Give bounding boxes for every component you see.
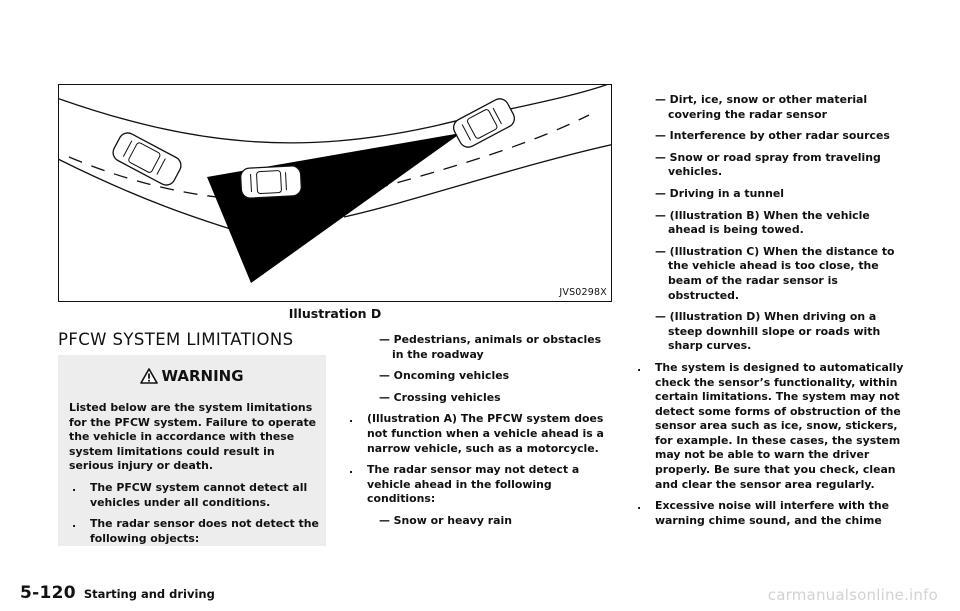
list-item: . The radar sensor may not detect a vehicle ahead in the following conditions: xyxy=(349,463,580,506)
figure-code: JVS0298X xyxy=(559,287,607,298)
watermark: carmanualsonline.info xyxy=(767,586,938,604)
page-footer xyxy=(20,583,215,603)
vehicle-left xyxy=(110,130,184,188)
condition-item: — (Illustration B) When the vehicle ahead is being towed. xyxy=(655,208,870,237)
column-two xyxy=(346,333,612,529)
section-name: Starting and driving xyxy=(83,587,215,601)
condition-item: — Snow or road spray from traveling vehicles. xyxy=(655,150,881,179)
curved-road-radar-diagram xyxy=(59,85,612,302)
page-number: 5-120 xyxy=(20,583,76,603)
condition-item: — Driving in a tunnel xyxy=(655,186,785,200)
road-outer-edge xyxy=(59,85,612,143)
radar-beam xyxy=(207,133,461,283)
figure-caption: Illustration D xyxy=(288,306,382,321)
condition-item: — (Illustration D) When driving on a steep downhill slope or roads with sharp curves. xyxy=(655,310,881,353)
list-item: . Excessive noise will interfere with the warning chime sound, and the chime xyxy=(637,499,889,527)
column-three xyxy=(634,93,906,528)
condition-item: — Dirt, ice, snow or other material covering the radar sensor xyxy=(655,93,868,121)
warning-bullet: . The PFCW system cannot detect all vehicles under all conditions. xyxy=(72,480,308,509)
list-item: . (Illustration A) The PFCW system does not function when a vehicle ahead is a narrow vehicle, such as a motorcycle. xyxy=(349,412,604,455)
warning-title xyxy=(58,367,326,385)
vehicle-ahead xyxy=(450,96,517,151)
sub-item: — Pedestrians, animals or obstacles in the roadway xyxy=(379,333,602,361)
condition-item: — Interference by other radar sources xyxy=(655,129,890,143)
sub-item: — Oncoming vehicles xyxy=(379,369,510,383)
list-item: . The system is designed to automatically check the sensor’s functionality, within certain limitations. The system may not detect some forms of obstruction of the sensor area such as ice, snow, stickers, for example. In these cases, the system may not be able to warn the driver properly. Be sure that you check, clean and clear the sensor area regularly. xyxy=(637,360,904,491)
sub-item: — Crossing vehicles xyxy=(379,390,501,404)
warning-triangle-icon xyxy=(140,368,158,384)
illustration-d xyxy=(58,84,612,302)
section-heading: PFCW SYSTEM LIMITATIONS xyxy=(58,330,294,349)
condition-item: — (Illustration C) When the distance to the vehicle ahead is too close, the beam of the radar sensor is obstructed. xyxy=(655,244,895,302)
vehicle-own xyxy=(240,165,301,198)
condition-item: — Snow or heavy rain xyxy=(379,513,512,527)
warning-text xyxy=(69,401,321,546)
warning-box xyxy=(58,355,326,546)
warning-bullet: . The radar sensor does not detect the following objects: xyxy=(72,517,319,545)
warning-title-text: WARNING xyxy=(161,367,244,385)
warning-intro: Listed below are the system limitations for the PFCW system. Failure to operate the vehicle in accordance with these system limitations could result in serious injury or death. xyxy=(69,401,317,473)
